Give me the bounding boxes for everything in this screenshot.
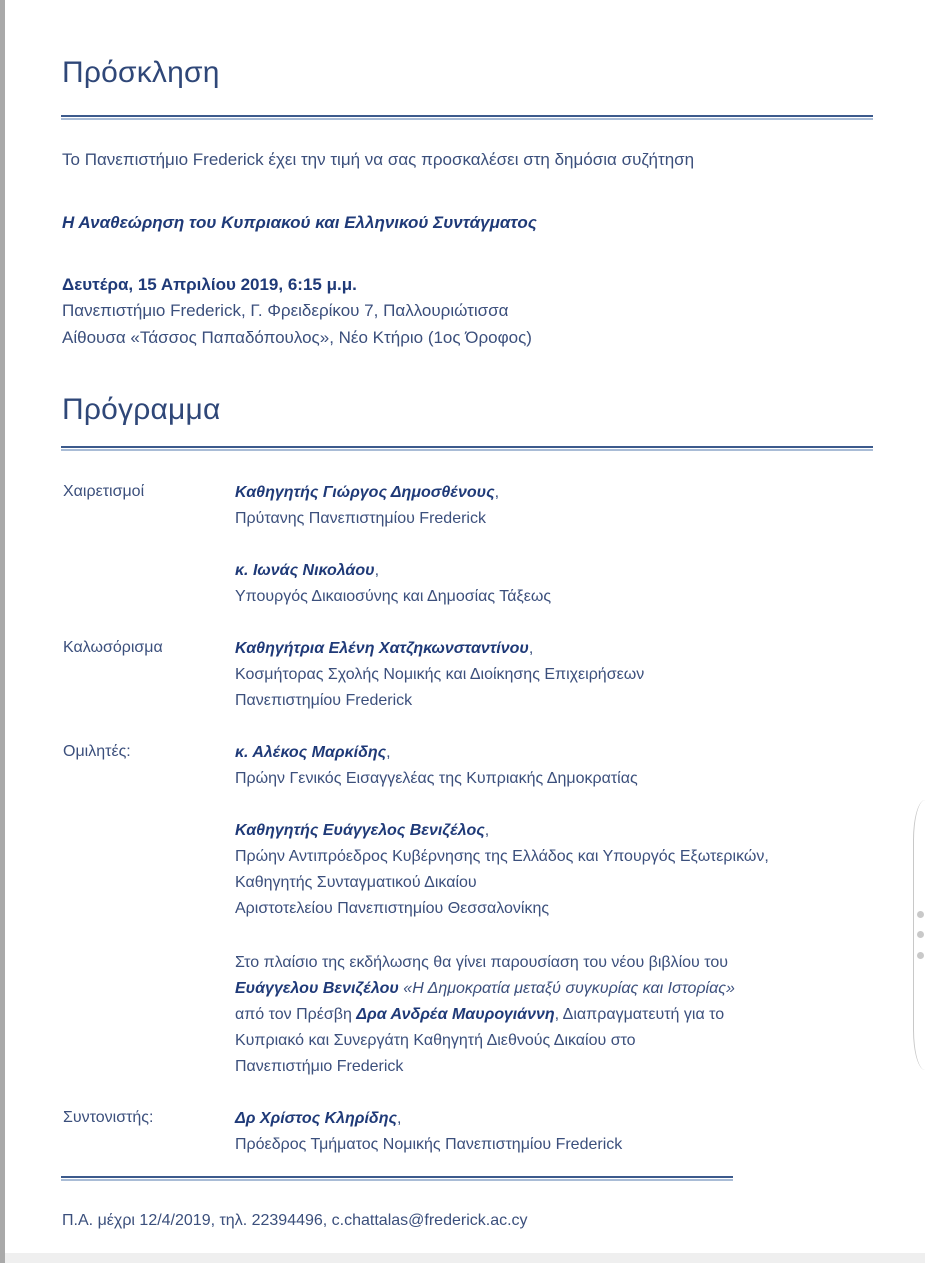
page-bottom-band [5, 1253, 925, 1263]
intro-text: Το Πανεπιστήμιο Frederick έχει την τιμή να σας προσκαλέσει στη δημόσια συζήτηση [62, 150, 695, 169]
speaker-role: Υπουργός Δικαιοσύνης και Δημοσίας Τάξεως [235, 588, 552, 605]
speaker-role: Πρώην Γενικός Εισαγγελέας της Κυπριακής Δημοκρατίας [235, 770, 638, 787]
speaker-role: Κοσμήτορας Σχολής Νομικής και Διοίκησης Επιχειρήσεων [235, 666, 645, 683]
comma: , [386, 744, 391, 761]
moderator-label: Συντονιστής: [63, 1109, 154, 1126]
speaker-role: Πρύτανης Πανεπιστημίου Frederick [235, 510, 486, 527]
divider [61, 115, 873, 120]
event-date: Δευτέρα, 15 Απριλίου 2019, 6:15 μ.μ. [62, 275, 357, 294]
moderator-name: Δρ Χρίστος Κληρίδης [235, 1110, 397, 1127]
invitation-title: Πρόσκληση [62, 56, 220, 89]
book-presenter: Δρα Ανδρέα Μαυρογιάννη [356, 1006, 555, 1023]
speaker-role: Αριστοτελείου Πανεπιστημίου Θεσσαλονίκης [235, 900, 550, 917]
venue-line-1: Πανεπιστήμιο Frederick, Γ. Φρειδερίκου 7, Παλλουριώτισσα [62, 301, 509, 320]
speaker-name: Καθηγητής Γιώργος Δημοσθένους [235, 484, 495, 501]
book-line: από τον Πρέσβη [235, 1006, 357, 1023]
speaker-name: Καθηγητής Ευάγγελος Βενιζέλος [235, 822, 485, 839]
greetings-speaker-1 [235, 480, 499, 532]
program-title: Πρόγραμμα [62, 393, 221, 426]
book-title: «Η Δημοκρατία μεταξύ συγκυρίας και Ιστορίας» [403, 980, 735, 997]
speaker-role: Πρώην Αντιπρόεδρος Κυβέρνησης της Ελλάδος και Υπουργός Εξωτερικών, [235, 848, 769, 865]
page-left-border [0, 0, 5, 1263]
rsvp-text: Π.Α. μέχρι 12/4/2019, τηλ. 22394496, c.chattalas@frederick.ac.cy [62, 1212, 528, 1229]
book-presentation [235, 950, 735, 1080]
dot-icon [917, 952, 924, 959]
moderator-role: Πρόεδρος Τμήματος Νομικής Πανεπιστημίου Frederick [235, 1136, 623, 1153]
speaker-role: Καθηγητής Συνταγματικού Δικαίου [235, 874, 477, 891]
welcome-label: Καλωσόρισμα [63, 639, 163, 656]
speaker-role: Πανεπιστημίου Frederick [235, 692, 413, 709]
greetings-label: Χαιρετισμοί [63, 483, 145, 500]
moderator [235, 1106, 622, 1158]
speaker-2 [235, 818, 769, 922]
divider [61, 446, 873, 451]
greetings-speaker-2 [235, 558, 551, 610]
dot-icon [917, 931, 924, 938]
event-title: Η Αναθεώρηση του Κυπριακού και Ελληνικού Συντάγματος [62, 213, 537, 232]
comma: , [494, 484, 500, 501]
venue-line-2: Αίθουσα «Τάσσος Παπαδόπουλος», Νέο Κτήριο (1ος Όροφος) [62, 328, 532, 347]
book-line: Κυπριακό και Συνεργάτη Καθηγητή Διεθνούς Δικαίου στο [235, 1032, 636, 1049]
speaker-name: Καθηγήτρια Ελένη Χατζηκωνσταντίνου [235, 640, 529, 657]
welcome-speaker [235, 636, 644, 714]
book-line: , Διαπραγματευτή για το [554, 1006, 725, 1023]
comma: , [374, 562, 380, 579]
book-line: Πανεπιστήμιο Frederick [235, 1058, 404, 1075]
speaker-1 [235, 740, 638, 792]
book-line: Στο πλαίσιο της εκδήλωσης θα γίνει παρουσίαση του νέου βιβλίου του [235, 954, 728, 971]
comma: , [528, 640, 534, 657]
comma: , [484, 822, 490, 839]
dot-icon [917, 911, 924, 918]
speaker-name: κ. Ιωνάς Νικολάου [235, 562, 375, 579]
comma: , [396, 1110, 402, 1127]
speaker-name: κ. Αλέκος Μαρκίδης [235, 744, 387, 761]
divider [61, 1176, 733, 1181]
speakers-label: Ομιλητές: [63, 743, 131, 760]
book-author: Ευάγγελου Βενιζέλου [235, 980, 399, 997]
